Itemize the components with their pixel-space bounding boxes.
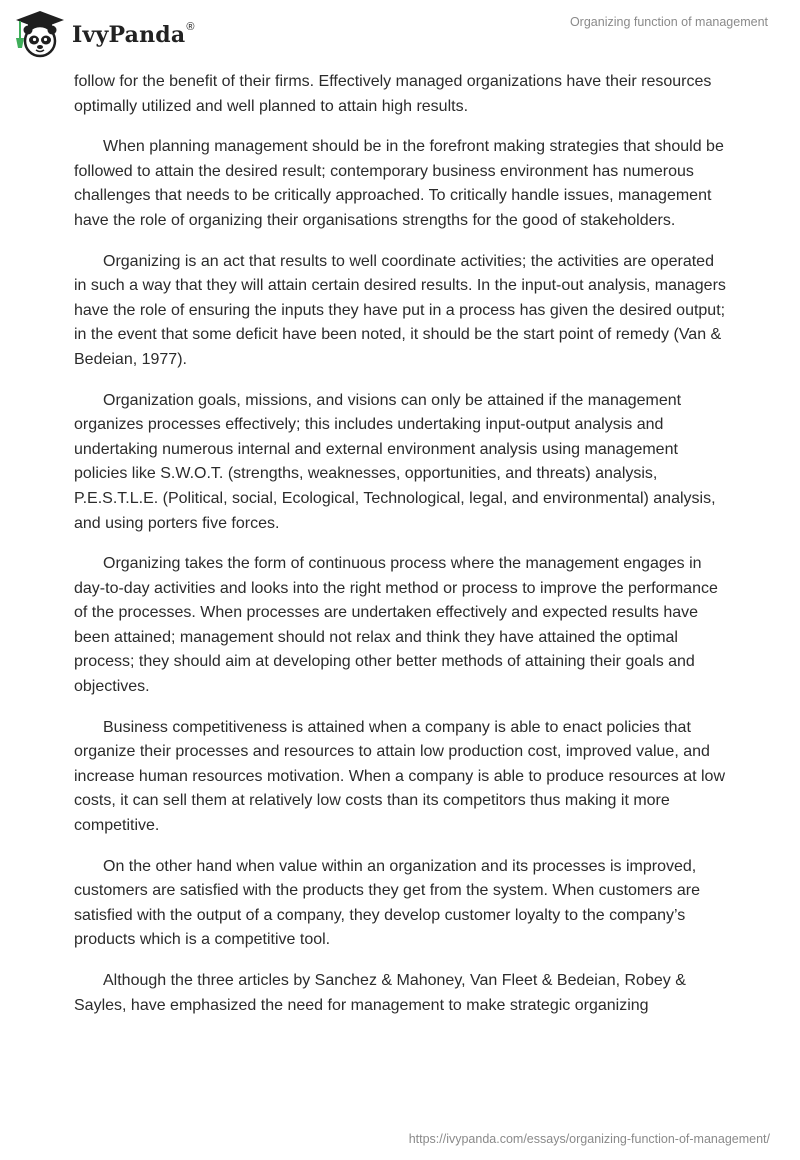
source-url[interactable]: https://ivypanda.com/essays/organizing-function-of-management/ [408,1132,770,1146]
paragraph: Business competitiveness is attained when a company is able to enact policies that organize their processes and resources to attain low production cost, improved value, and increase human resources motivation. When a company is able to produce resources at low costs, it can sell them at relatively low costs than its competitors thus making it more competitive. [74,718,725,835]
paragraph: On the other hand when value within an organization and its processes is improved, customers are satisfied with the products they get from the system. When customers are satisfied with the output of a company, they develop customer loyalty to the company’s products which is a competitive tool. [74,857,701,949]
paragraph: When planning management should be in the forefront making strategies that should be followed to attain the desired result; contemporary business environment has numerous challenges that needs to be critically approached. To critically handle issues, management have the role of organizing their organisations strengths for the good of stakeholders. [74,138,724,229]
document-title: Organizing function of management [569,15,768,29]
ivypanda-logo[interactable] [14,8,195,60]
paragraph: Organizing is an act that results to well coordinate activities; the activities are operated in such a way that they will attain certain desired results. In the input-out analysis, managers have the role of ensuring the inputs they have put in a process has given the desired output; in the event that some deficit have been noted, it should be the start point of remedy (Van & Bedeian, 1977). [74,252,726,368]
essay-body [74,70,730,1034]
registered-mark: ® [186,20,195,33]
paragraph: follow for the benefit of their firms. Effectively managed organizations have their resources optimally utilized and well planned to attain high results. [74,73,712,115]
paragraph: Organization goals, missions, and visions can only be attained if the management organizes processes effectively; this includes undertaking input-output analysis and undertaking numerous internal and external environment analysis using management policies like S.W.O.T. (strengths, weaknesses, opportunities, and threats) analysis, P.E.S.T.L.E. (Political, social, Ecological, Technological, legal, and environmental) analysis, and using porters five forces. [74,391,716,532]
page-header [0,0,800,70]
panda-graduation-cap-icon [14,8,66,60]
brand-name: IvyPanda® [72,20,195,48]
paragraph: Although the three articles by Sanchez & Mahoney, Van Fleet & Bedeian, Robey & Sayles, have emphasized the need for management to make strategic organizing [74,972,686,1014]
paragraph: Organizing takes the form of continuous process where the management engages in day-to-day activities and looks into the right method or process to improve the performance of the processes. When processes are undertaken effectively and expected results have been attained; management should not relax and think they have attained the optimal process; they should aim at developing other better methods of attaining their goals and objectives. [74,555,718,696]
